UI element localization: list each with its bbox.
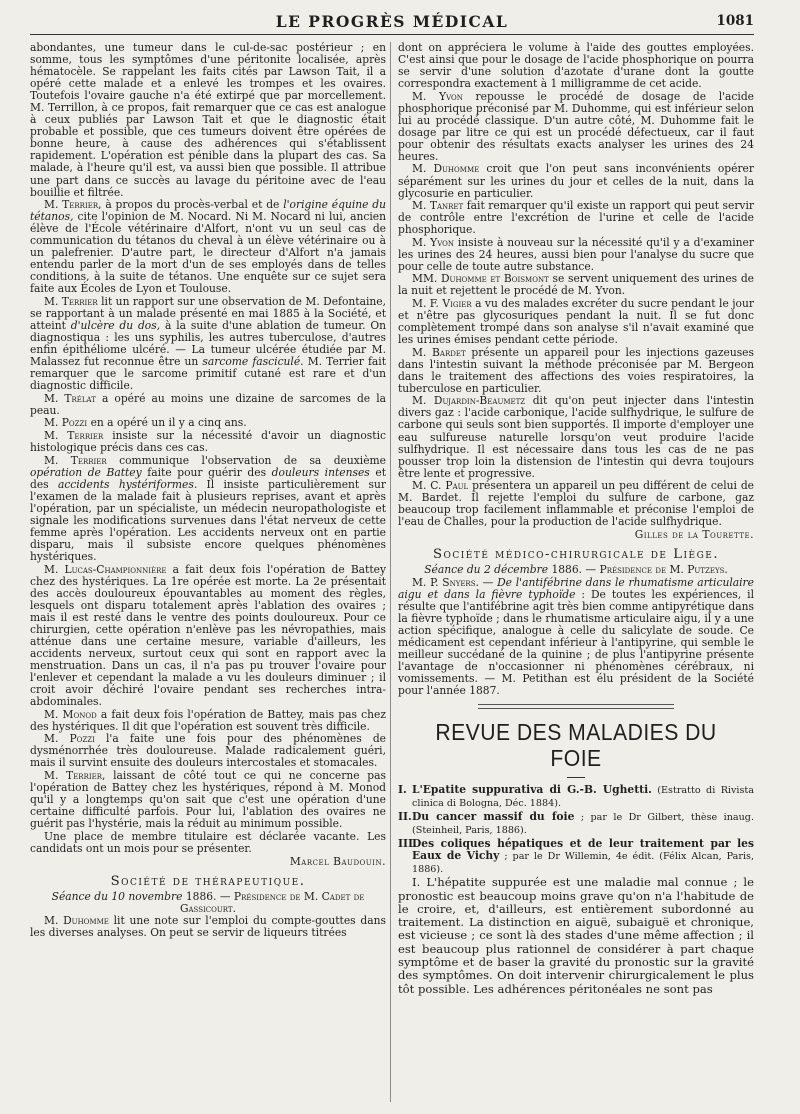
entry-source: (Estratto di Rivista clinica di Bologna, Déc. 1884). bbox=[412, 785, 754, 810]
speaker-name: M. Terrier bbox=[44, 453, 107, 467]
speaker-name: M. Pozzi bbox=[44, 732, 95, 746]
text: se servent uniquement des urines de la nuit et rejettent le procédé de M. Yvon. bbox=[398, 272, 754, 298]
speaker-name: M. Terrier bbox=[44, 294, 98, 308]
session-line bbox=[398, 564, 754, 576]
text: et des bbox=[30, 465, 386, 491]
text: croit que l'on peut sans inconvénients opérer séparément sur les urines du jour et celles de la nuit, dans la glycosurie en particulier. bbox=[398, 162, 754, 200]
title-rule bbox=[567, 777, 585, 778]
text: présentera un appareil un peu différent de celui de M. Bardet. Il rejette l'emploi du sulfure de carbone, gaz beaucoup trop facilement inflammable et préconise l'emploi de l'eau de Challes, pour la production de l'acide sulfhydrique. bbox=[398, 479, 754, 529]
column-divider bbox=[390, 42, 391, 1102]
speaker-name: M. Monod bbox=[44, 707, 97, 721]
text: repousse le procédé de dosage de l'acide phosphorique préconisé par M. Duhomme, qui est inférieur selon lui au procédé classique. D'un autre côté, M. Duhomme fait le dosage par litre ce qui est un procédé défectueux, car il faut pour obtenir des résultats exacts analyser les urines des 24 heures. bbox=[398, 89, 754, 163]
speaker-name: M. Dujardin-Beaumetz bbox=[412, 394, 526, 408]
italic-text: douleurs intenses bbox=[271, 465, 370, 479]
paragraph bbox=[30, 709, 386, 733]
text: communique l'observation de sa deuxième bbox=[106, 453, 386, 467]
speaker-name: M. Duhomme bbox=[44, 914, 109, 928]
session-presidency: 1886. — Présidence de M. Putzeys. bbox=[548, 563, 728, 577]
text: lit une note sur l'emploi du compte-gouttes dans les diverses analyses. On peut se servir de liqueurs titrées bbox=[30, 914, 386, 940]
paragraph bbox=[30, 296, 386, 392]
text: fait remarquer qu'il existe un rapport qui peut servir de contrôle entre l'excrétion de l'urine et celle de l'acide phosphorique. bbox=[398, 199, 754, 237]
text: a opéré au moins une dizaine de sarcomes de la peau. bbox=[30, 391, 386, 417]
speaker-name: M. P. Snyers. bbox=[412, 575, 479, 589]
paragraph bbox=[30, 199, 386, 295]
ornament-divider bbox=[478, 702, 674, 711]
entry-number: I. bbox=[398, 783, 407, 797]
paragraph bbox=[398, 298, 754, 346]
text: : De toutes les expériences, il résulte que l'antifébrine agit très bien comme antipyrétique dans la fièvre typhoïde ; dans le rhumatisme articulaire aigu, il y a une action spécifique, analogue à celle du salicylate de soude. Ce médicament est cependant inférieur à l'antipyrine, qui semble le meilleur succédané de la quinine ; de plus l'antipyrine présente l'avantage de n'occasionner ni phénomènes cérébraux, ni vomissements. — M. Petithan est élu président de la Société pour l'année 1887. bbox=[398, 588, 754, 698]
speaker-name: M. Yvon bbox=[412, 89, 463, 103]
text: a fait deux fois l'opération de Battey, mais pas chez des hystériques. Il dit que l'opération est souvent très difficile. bbox=[30, 707, 386, 733]
paragraph: dont on appréciera le volume à l'aide des gouttes employées. C'est ainsi que pour le dosage de l'acide phosphorique on pourra se servir d'une solution d'azotate d'urane dont la goutte correspondra exactement à 1 milligramme de cet acide. bbox=[398, 42, 754, 91]
paragraph bbox=[30, 915, 386, 939]
speaker-name: M. Bardet bbox=[412, 345, 466, 359]
paragraph: I. L'hépatite suppurée est une maladie mal connue ; le pronostic est beaucoup moins grave qu'on n'a l'habitude de le croire, et, d'ailleurs, est entièrement subordonné au traitement. La distinction en aiguë, subaiguë et chronique, est vicieuse ; ce sont là des stades d'une même affection ; il est beaucoup plus rationnel de considérer à part chaque symptôme et de baser la gravité du pronostic sur la gravité des symptômes. On doit intervenir chirurgicalement le plus tôt possible. Les adhérences péritonéales ne sont pas bbox=[398, 875, 754, 996]
paragraph: Une place de membre titulaire est déclarée vacante. Les candidats ont un mois pour se présenter. bbox=[30, 829, 386, 855]
session-line bbox=[30, 891, 386, 915]
paragraph bbox=[30, 393, 386, 417]
text: lit un rapport sur une observation de M. Defontaine, se rapportant à un malade présenté en mai 1885 à la Société, et atteint bbox=[30, 294, 386, 333]
speaker-name: M. Pozzi bbox=[44, 416, 88, 430]
entry-source: ; par le Dr Gilbert, thèse inaug. (Steinheil, Paris, 1886). bbox=[412, 812, 754, 837]
speaker-name: M. F. Vigier bbox=[412, 296, 472, 310]
paragraph bbox=[398, 237, 754, 273]
entry-title: L'Epatite suppurativa di G.-B. Ughetti. bbox=[412, 783, 652, 797]
session-date: Séance du 2 décembre bbox=[424, 563, 549, 577]
text: l'a faite une fois pour des phénomènes de dysménorrhée très douloureuse. Malade radicalement guéri, mais il survint ensuite des douleurs intercostales et stomacales. bbox=[30, 732, 386, 770]
paragraph bbox=[398, 347, 754, 395]
speaker-name: M. C. Paul bbox=[412, 479, 469, 493]
paragraph bbox=[30, 564, 386, 709]
entry-number: III. bbox=[398, 836, 417, 850]
entry-source: ; par le Dr Willemin, 4e édit. (Félix Alcan, Paris, 1886). bbox=[412, 850, 754, 875]
text: Il insiste particulièrement sur l'examen de la malade fait à plusieurs reprises, avant et après l'opération, par un spécialiste, un médecin neuropathologiste et signale les modifications survenues dans l'état nerveux de cette femme après l'opération. Les accidents nerveux ont en partie disparu, mais il subsiste encore quelques phénomènes hystériques. bbox=[30, 477, 386, 563]
paragraph bbox=[398, 480, 754, 528]
paragraph bbox=[30, 417, 386, 429]
text: en a opéré un il y a cinq ans. bbox=[87, 416, 247, 430]
italic-text: accidents hystériformes. bbox=[57, 477, 198, 491]
session-presidency: 1886. — Présidence de M. Cadet de Gassicourt. bbox=[179, 889, 365, 915]
paragraph bbox=[30, 455, 386, 563]
author-signature: Marcel Baudouin. bbox=[289, 854, 386, 868]
text: présente un appareil pour les injections gazeuses dans l'intestin suivant la méthode préconisée par M. Bergeon dans le traitement des affections des voies respiratoires, la tuberculose en particulier. bbox=[398, 345, 754, 395]
text: faite pour guérir des bbox=[141, 465, 272, 479]
bibliography-entry bbox=[398, 811, 754, 837]
bibliography-entry bbox=[398, 784, 754, 810]
speaker-name: M. Trélat bbox=[44, 391, 96, 405]
italic-text: opération de Battey bbox=[30, 465, 142, 479]
paragraph bbox=[398, 577, 754, 697]
text: cite l'opinion de M. Nocard. Ni M. Nocard ni lui, ancien élève de l'École vétérinaire d'Alfort, n'ont vu un seul cas de communication du tétanos du cheval à un élève vétérinaire ou à un palefrenier. D'autre part, le directeur d'Alfort n'a jamais entendu parler de la mort d'un de ses employés dans de telles conditions, à la suite de tétanos. Une enquête sur ce sujet sera faite aux Écoles de Lyon et Toulouse. bbox=[30, 210, 386, 296]
speaker-name: M. Duhomme bbox=[412, 162, 480, 176]
entry-title: Des coliques hépatiques et de leur traitement par les Eaux de Vichy bbox=[412, 836, 754, 862]
left-column bbox=[30, 42, 386, 1110]
review-title: REVUE DES MALADIES DU FOIE bbox=[435, 719, 717, 772]
text: — bbox=[478, 575, 498, 589]
paragraph bbox=[398, 91, 754, 163]
italic-text: De l'antifébrine dans le rhumatisme articulaire aigu et dans la fièvre typhoïde bbox=[398, 575, 754, 602]
text: insiste sur la nécessité d'avoir un diagnostic histologique précis dans ces cas. bbox=[30, 429, 386, 455]
speaker-name: M. Yvon bbox=[412, 235, 455, 249]
paragraph bbox=[30, 733, 386, 769]
author-signature: Gilles de la Tourette. bbox=[634, 528, 754, 542]
text: dit qu'on peut injecter dans l'intestin divers gaz : l'acide carbonique, l'acide sulfhydrique, le sulfure de carbone qui seuls sont bien supportés. Il importe d'employer une eau sulfureuse naturelle lorsqu'on veut produire l'acide sulfhydrique. Il est nécessaire dans tous les cas de ne pas pousser trop loin la distension de l'intestin qui devra toujours être lente et progressive. bbox=[398, 394, 754, 480]
section-heading: Société médico-chirurgicale de Liège. bbox=[432, 547, 720, 563]
speaker-name: M. Terrier, bbox=[44, 768, 106, 782]
text: a vu des malades excréter du sucre pendant le jour et n'être pas glycosuriques pendant la nuit. Il se fut donc complètement trompé dans son analyse s'il n'avait examiné que les urines émises pendant cette période. bbox=[398, 296, 754, 347]
speaker-name: M. Terrier bbox=[44, 429, 104, 442]
text: M. Terrier fait remarquer que le sarcome primitif cutané est rare et d'un diagnostic difficile. bbox=[30, 355, 386, 393]
italic-text: l'origine équine du tétanos, bbox=[30, 198, 386, 224]
italic-text: d'ulcère du dos, bbox=[70, 319, 161, 333]
speaker-name: M. Lucas-Championnière bbox=[44, 562, 167, 576]
text: à propos du procès-verbal et de bbox=[101, 198, 284, 212]
paragraph bbox=[398, 163, 754, 199]
paragraph bbox=[30, 770, 386, 830]
paragraph bbox=[398, 273, 754, 297]
paragraph bbox=[30, 430, 386, 454]
text: a fait deux fois l'opération de Battey chez des hystériques. La 1re opérée est morte. La 2e présentait des accès douloureux épouvantables au moment des règles, lesquels ont disparu totalement après l'ablation des ovaires ; mais il est resté dans le ventre des points douloureux. Pour ce chirurgien, cette opération n'enlève pas les névropathies, mais atténue dans une certaine mesure, variable d'ailleurs, les accidents nerveux, surtout ceux qui sont en rapport avec la menstruation. Dans un cas, il n'a pas pu trouver l'ovaire pour l'enlever et cependant la malade a vu les douleurs diminuer ; il croit avoir déchiré l'ovaire pendant ses recherches intra-abdominales. bbox=[30, 562, 386, 709]
speaker-name: MM. Duhomme et Boismont bbox=[412, 272, 549, 286]
paragraph: abondantes, une tumeur dans le cul-de-sac postérieur ; en somme, tous les symptômes d'une péritonite localisée, après hématocèle. Se rappelant les faits cités par Lawson Tait, il a opéré cette malade et a enlevé les trompes et les ovaires. Toutefois l'ovaire gauche n'a été extirpé que par morcellement. M. Terrillon, à ce propos, fait remarquer que ce cas est analogue à ceux publiés par Lawson Tait et que le diagnostic était probable et possible, que ces tumeurs doivent être opérées de bonne heure, à cause des adhérences qui s'établissent rapidement. L'opération est pénible dans la plupart des cas. Sa malade, à l'heure qu'il est, va aussi bien que possible. Il attribue une part dans ce succès au lavage du péritoine avec de l'eau bouillie et filtrée. bbox=[30, 42, 386, 199]
running-header bbox=[30, 10, 754, 35]
entry-title: Du cancer massif du foie bbox=[412, 810, 575, 824]
text: insiste à nouveau sur la nécessité qu'il y a d'examiner les urines des 24 heures, aussi bien pour l'analyse du sucre que pour celle de toute autre substance. bbox=[398, 235, 754, 273]
page-number: 1081 bbox=[716, 13, 754, 29]
speaker-name: M. Tanret bbox=[412, 199, 464, 213]
italic-text: sarcome fasciculé. bbox=[202, 355, 304, 369]
text: laissant de côté tout ce qui ne concerne pas l'opération de Battey chez les hystériques, répond à M. Monod qu'il y a longtemps qu'on sait que c'est une opération d'une certaine difficulté parfois. Pour lui, l'ablation des ovaires ne guérit pas l'hystérie, mais la réduit au minimum possible. bbox=[30, 768, 386, 830]
speaker-name: M. Terrier, bbox=[44, 198, 102, 212]
session-date: Séance du 10 novembre bbox=[51, 889, 183, 903]
journal-title: LE PROGRÈS MÉDICAL bbox=[275, 12, 509, 31]
entry-number: II. bbox=[398, 810, 412, 824]
section-heading: Société de thérapeutique. bbox=[110, 873, 306, 889]
paragraph bbox=[398, 395, 754, 479]
right-column bbox=[398, 42, 754, 1110]
text: à la suite d'une ablation de tumeur. On diagnostiqua : les uns syphilis, les autres tuberculose, d'autres enfin épithéliome ulcéré. — La tumeur ulcérée étudiée par M. Malassez fut reconnue être un bbox=[30, 319, 386, 369]
paragraph bbox=[398, 200, 754, 236]
bibliography-entry bbox=[398, 838, 754, 876]
